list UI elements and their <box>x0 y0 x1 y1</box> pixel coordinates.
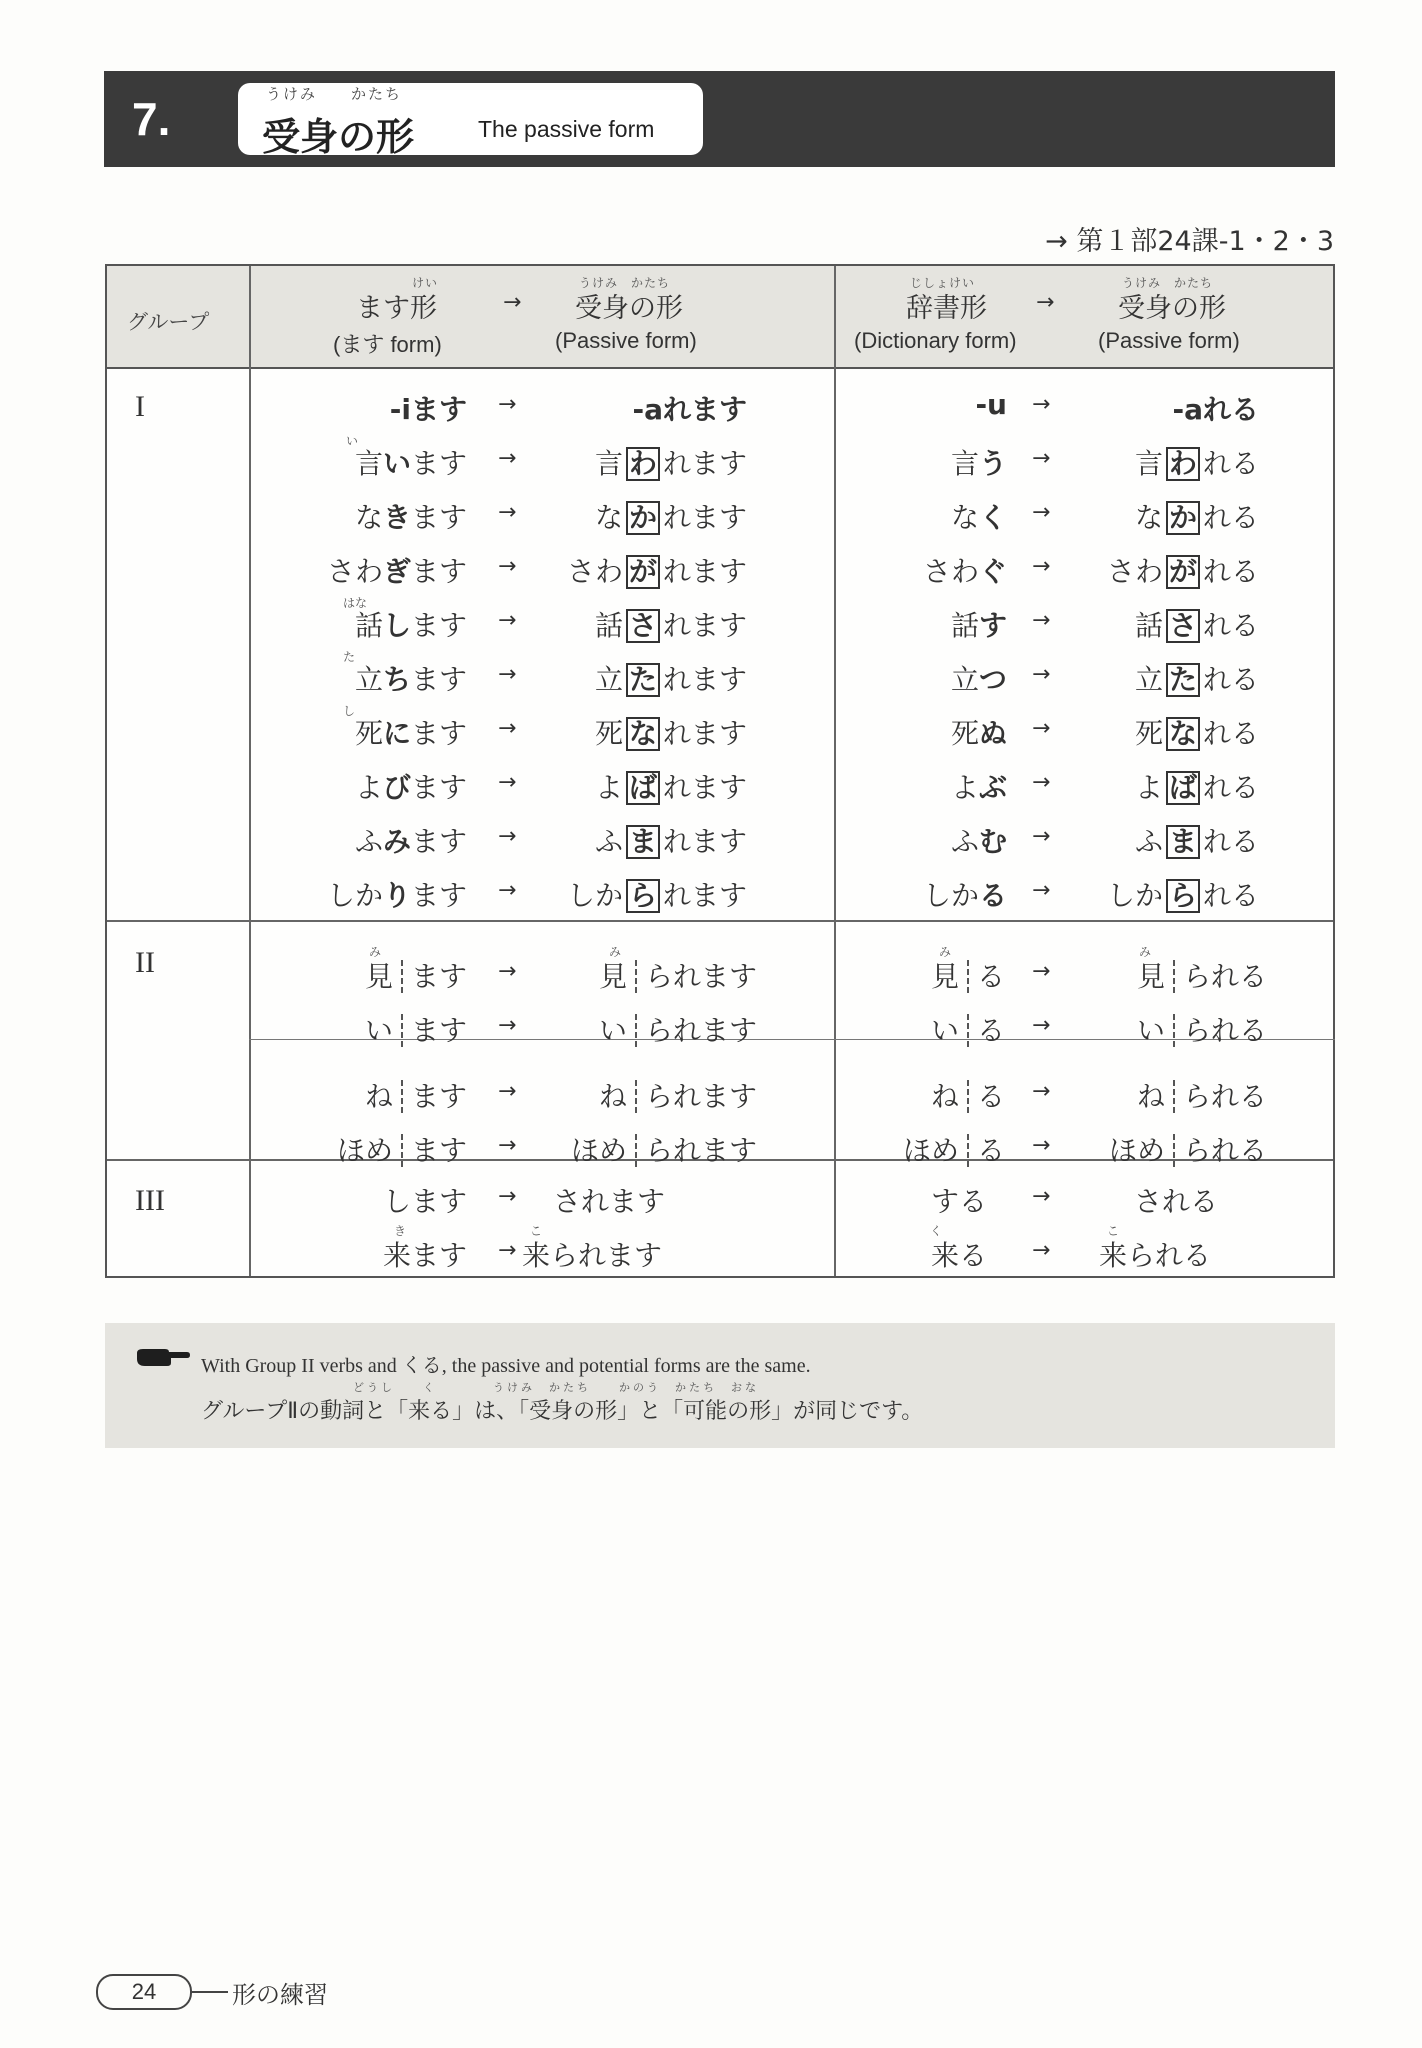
masu-stem: な <box>354 501 383 534</box>
passive-suffix: られます <box>644 1080 757 1113</box>
dict-passive-suffix: られる <box>1182 1014 1267 1047</box>
dict-suffix: る <box>976 1014 1005 1047</box>
dict-passive-suffix: れる <box>1202 447 1259 480</box>
row-arrow: → <box>498 878 517 903</box>
dict-passive-changed-kana: ら <box>1166 879 1200 913</box>
masu-stem: 立 <box>354 663 383 696</box>
verb-stem: い <box>365 1014 403 1047</box>
dict-passive-form <box>1135 766 1259 806</box>
passive-stem: さわ <box>566 555 623 588</box>
conjugation-table <box>105 264 1335 1278</box>
row-arrow: → <box>1032 959 1051 984</box>
col2-subheader: (Passive form) <box>555 328 697 353</box>
masu-suffix: ます <box>410 1014 467 1047</box>
dictionary-form <box>931 955 1005 995</box>
dict-passive-stem: よ <box>1134 771 1163 804</box>
dict-passive-form <box>1137 1075 1267 1115</box>
furigana: み <box>939 945 952 959</box>
passive-stem: 言 <box>594 447 623 480</box>
masu-ending: ち <box>382 663 411 696</box>
dict-ending: ぶ <box>978 771 1007 804</box>
furigana: こ <box>530 1224 543 1238</box>
dict-passive-stem: 話 <box>1134 609 1163 642</box>
passive-form <box>595 712 747 752</box>
passive-form <box>595 658 747 698</box>
masu-form <box>327 550 467 590</box>
row-arrow: → <box>498 770 517 795</box>
dict-ending: く <box>978 501 1007 534</box>
dict-passive-form: -aれる <box>1172 393 1259 426</box>
dict-passive-form <box>1137 955 1267 995</box>
passive-suffix: れます <box>662 663 747 696</box>
dict-passive-suffix: られる <box>1182 1134 1267 1167</box>
passive-form <box>571 1129 757 1169</box>
row-arrow: → <box>1032 1184 1051 1209</box>
dict-ending: む <box>978 825 1007 858</box>
dictionary-form: -u <box>975 388 1007 421</box>
title-english: The passive form <box>478 116 655 142</box>
dictionary-form <box>951 604 1007 644</box>
footer-section: 形の練習 <box>232 1981 328 2009</box>
verb-stem: ほめ <box>1109 1134 1175 1167</box>
furigana: こ <box>1107 1224 1120 1238</box>
masu-form <box>355 496 467 536</box>
dict-passive-stem: 言 <box>1134 447 1163 480</box>
verb-stem: ほめ <box>571 1134 637 1167</box>
dict-passive-form <box>1135 820 1259 860</box>
row-arrow: → <box>1032 662 1051 687</box>
row-arrow: → <box>1032 1079 1051 1104</box>
furigana: い <box>346 434 359 448</box>
row-arrow: → <box>1032 1238 1051 1263</box>
dict-passive-suffix: れる <box>1202 717 1259 750</box>
dict-stem: さわ <box>922 555 979 588</box>
masu-form <box>365 955 467 995</box>
passive-form <box>567 550 747 590</box>
dict-passive-form: 来られる <box>1099 1239 1212 1272</box>
verb-stem: 見 <box>1137 960 1175 993</box>
dict-suffix: る <box>976 1080 1005 1113</box>
verb-stem: ね <box>599 1080 637 1113</box>
passive-suffix: れます <box>662 771 747 804</box>
dict-passive-form <box>1135 712 1259 752</box>
dict-passive-suffix: れる <box>1202 609 1259 642</box>
passive-suffix: られます <box>644 960 757 993</box>
lesson-reference: → 第１部24課-1・2・3 <box>1045 226 1334 257</box>
dict-stem: な <box>950 501 979 534</box>
masu-stem: さわ <box>326 555 383 588</box>
dict-passive-suffix: れる <box>1202 879 1259 912</box>
passive-changed-kana: な <box>626 717 660 751</box>
masu-suffix: ます <box>410 1080 467 1113</box>
dict-passive-changed-kana: わ <box>1166 447 1200 481</box>
dict-suffix: る <box>976 960 1005 993</box>
dict-passive-suffix: れる <box>1202 501 1259 534</box>
dict-passive-form <box>1109 1129 1267 1169</box>
passive-suffix: れます <box>662 447 747 480</box>
furigana: み <box>1139 945 1152 959</box>
row-arrow: → <box>1032 608 1051 633</box>
row-arrow: → <box>1032 554 1051 579</box>
dictionary-form: する <box>930 1185 987 1218</box>
dictionary-form <box>923 874 1007 914</box>
col3-ruby: じしょけい <box>910 276 976 290</box>
title-ruby: うけみ かたち <box>266 85 403 103</box>
dictionary-form <box>951 442 1007 482</box>
row-arrow: → <box>1032 770 1051 795</box>
verb-stem: ほめ <box>337 1134 403 1167</box>
passive-form <box>567 874 747 914</box>
verb-stem: ね <box>931 1080 969 1113</box>
note-english: With Group II verbs and くる, the passive and potential forms are the same. <box>201 1355 811 1377</box>
masu-suffix: ます <box>410 1134 467 1167</box>
footer-rule <box>190 1991 228 1993</box>
masu-ending: ぎ <box>382 555 411 588</box>
masu-form <box>355 658 467 698</box>
row-arrow: → <box>1032 392 1051 417</box>
row-arrow: → <box>498 1079 517 1104</box>
passive-stem: 死 <box>594 717 623 750</box>
dict-ending: ぐ <box>978 555 1007 588</box>
col3-subheader: (Dictionary form) <box>854 328 1017 353</box>
furigana: く <box>930 1224 943 1238</box>
dictionary-form <box>951 712 1007 752</box>
passive-changed-kana: ば <box>626 771 660 805</box>
dict-stem: よ <box>950 771 979 804</box>
passive-form <box>599 955 757 995</box>
masu-suffix: ます <box>410 501 467 534</box>
column-divider <box>249 266 251 1276</box>
dict-ending: す <box>978 609 1007 642</box>
masu-stem: しか <box>326 879 383 912</box>
passive-suffix: れます <box>662 879 747 912</box>
masu-suffix: ます <box>410 555 467 588</box>
masu-suffix: ます <box>410 717 467 750</box>
title-japanese: 受身の形 <box>262 115 415 159</box>
note-box <box>105 1323 1335 1448</box>
row-arrow: → <box>1032 878 1051 903</box>
dict-passive-suffix: れる <box>1202 663 1259 696</box>
row-arrow: → <box>498 608 517 633</box>
passive-stem: な <box>594 501 623 534</box>
passive-stem: 立 <box>594 663 623 696</box>
group-divider <box>107 920 1333 922</box>
col2-header: 受身の形 <box>575 293 683 324</box>
masu-suffix: ます <box>410 447 467 480</box>
masu-form <box>365 1075 467 1115</box>
passive-suffix: られます <box>644 1134 757 1167</box>
dictionary-form <box>923 550 1007 590</box>
masu-form <box>327 874 467 914</box>
dict-passive-form <box>1135 496 1259 536</box>
dict-passive-form <box>1107 874 1259 914</box>
masu-suffix: ます <box>410 771 467 804</box>
passive-changed-kana: か <box>626 501 660 535</box>
dict-suffix: る <box>976 1134 1005 1167</box>
masu-form <box>355 766 467 806</box>
verb-stem: い <box>599 1014 637 1047</box>
verb-stem: い <box>931 1014 969 1047</box>
col4-header: 受身の形 <box>1118 293 1226 324</box>
dict-passive-changed-kana: ば <box>1166 771 1200 805</box>
dict-passive-form: される <box>1134 1185 1219 1218</box>
row-arrow: → <box>498 716 517 741</box>
masu-form: 来ます <box>382 1239 467 1272</box>
verb-stem: 見 <box>931 960 969 993</box>
passive-stem: しか <box>566 879 623 912</box>
masu-stem: 話 <box>354 609 383 642</box>
verb-stem: 見 <box>365 960 403 993</box>
dict-passive-changed-kana: さ <box>1166 609 1200 643</box>
passive-suffix: れます <box>662 555 747 588</box>
header-arrow: → <box>503 290 522 315</box>
verb-stem: ほめ <box>903 1134 969 1167</box>
furigana: み <box>369 945 382 959</box>
row-arrow: → <box>498 1184 517 1209</box>
passive-changed-kana: さ <box>626 609 660 643</box>
dict-stem: しか <box>922 879 979 912</box>
dictionary-form <box>951 496 1007 536</box>
masu-stem: 言 <box>354 447 383 480</box>
group-3-label: III <box>135 1184 165 1217</box>
col4-subheader: (Passive form) <box>1098 328 1240 353</box>
row-arrow: → <box>498 959 517 984</box>
row-arrow: → <box>1032 1013 1051 1038</box>
group-1-label: I <box>135 390 145 423</box>
masu-form <box>337 1129 467 1169</box>
dict-passive-form <box>1135 658 1259 698</box>
row-arrow: → <box>498 446 517 471</box>
dictionary-form <box>951 766 1007 806</box>
passive-suffix: れます <box>662 609 747 642</box>
furigana: はな <box>343 596 368 610</box>
masu-ending: き <box>382 501 411 534</box>
dict-stem: 死 <box>950 717 979 750</box>
dictionary-form <box>931 1075 1005 1115</box>
passive-stem: ふ <box>594 825 623 858</box>
dict-ending: つ <box>978 663 1007 696</box>
masu-suffix: ます <box>410 609 467 642</box>
row-arrow: → <box>1032 716 1051 741</box>
row-arrow: → <box>498 392 517 417</box>
row-arrow: → <box>498 824 517 849</box>
passive-form <box>595 442 747 482</box>
masu-form: -iます <box>389 393 467 426</box>
col1-subheader: (ます form) <box>333 332 442 357</box>
masu-form <box>355 442 467 482</box>
masu-form <box>355 712 467 752</box>
dict-passive-suffix: れる <box>1202 825 1259 858</box>
passive-stem: よ <box>594 771 623 804</box>
dict-passive-stem: 立 <box>1134 663 1163 696</box>
passive-form <box>595 766 747 806</box>
row-arrow: → <box>498 1133 517 1158</box>
dict-stem: 話 <box>950 609 979 642</box>
group-header: グループ <box>127 310 210 334</box>
dictionary-form <box>931 1009 1005 1049</box>
dict-stem: 言 <box>950 447 979 480</box>
verb-stem: い <box>1137 1014 1175 1047</box>
row-arrow: → <box>1032 446 1051 471</box>
page-number: 24 <box>96 1974 192 2010</box>
dict-passive-form <box>1135 442 1259 482</box>
row-arrow: → <box>498 1238 517 1263</box>
passive-changed-kana: わ <box>626 447 660 481</box>
dictionary-form <box>903 1129 1005 1169</box>
passive-form <box>595 496 747 536</box>
dict-passive-suffix: られる <box>1182 1080 1267 1113</box>
dict-passive-changed-kana: か <box>1166 501 1200 535</box>
masu-form <box>355 604 467 644</box>
passive-suffix: れます <box>662 717 747 750</box>
masu-ending: り <box>382 879 411 912</box>
note-japanese: グループⅡの動詞と「来る」は、「受身の形」と「可能の形」が同じです。 <box>201 1399 924 1424</box>
col1-ruby: けい <box>412 276 439 290</box>
col2-ruby: うけみ かたち <box>579 276 671 290</box>
passive-changed-kana: が <box>626 555 660 589</box>
furigana: た <box>343 650 356 664</box>
verb-stem: ね <box>1137 1080 1175 1113</box>
dict-passive-suffix: れる <box>1202 555 1259 588</box>
dict-passive-changed-kana: が <box>1166 555 1200 589</box>
masu-stem: よ <box>354 771 383 804</box>
furigana: し <box>343 704 356 718</box>
passive-suffix: れます <box>662 825 747 858</box>
dictionary-form <box>951 820 1007 860</box>
row-arrow: → <box>498 500 517 525</box>
dict-ending: る <box>978 879 1007 912</box>
header-arrow: → <box>1036 290 1055 315</box>
dict-passive-stem: ふ <box>1134 825 1163 858</box>
masu-ending: び <box>382 771 411 804</box>
verb-stem: ね <box>365 1080 403 1113</box>
dict-passive-stem: な <box>1134 501 1163 534</box>
passive-form <box>595 604 747 644</box>
row-arrow: → <box>1032 500 1051 525</box>
dict-passive-form <box>1137 1009 1267 1049</box>
passive-changed-kana: た <box>626 663 660 697</box>
dict-ending: う <box>978 447 1007 480</box>
column-divider <box>834 266 836 1276</box>
furigana: み <box>609 945 622 959</box>
masu-form: します <box>382 1185 467 1218</box>
row-arrow: → <box>498 554 517 579</box>
passive-suffix: られます <box>644 1014 757 1047</box>
passive-form: されます <box>553 1185 666 1218</box>
dictionary-form: 来る <box>930 1239 987 1272</box>
dict-passive-stem: しか <box>1106 879 1163 912</box>
passive-changed-kana: ま <box>626 825 660 859</box>
passive-form <box>599 1075 757 1115</box>
passive-stem: 話 <box>594 609 623 642</box>
dict-passive-form <box>1107 550 1259 590</box>
masu-form <box>365 1009 467 1049</box>
masu-form <box>355 820 467 860</box>
masu-ending: い <box>382 447 411 480</box>
verb-stem: 見 <box>599 960 637 993</box>
masu-ending: に <box>382 717 411 750</box>
row-arrow: → <box>498 662 517 687</box>
section-number: 7. <box>132 93 171 145</box>
passive-form: 来られます <box>522 1239 663 1272</box>
passive-suffix: れます <box>662 501 747 534</box>
col1-header: ます形 <box>356 293 437 324</box>
dict-passive-changed-kana: た <box>1166 663 1200 697</box>
row-arrow: → <box>498 1013 517 1038</box>
masu-suffix: ます <box>410 825 467 858</box>
furigana: き <box>394 1224 407 1238</box>
passive-changed-kana: ら <box>626 879 660 913</box>
passive-form <box>599 1009 757 1049</box>
dict-passive-stem: さわ <box>1106 555 1163 588</box>
group-2-label: II <box>135 946 155 979</box>
masu-suffix: ます <box>410 663 467 696</box>
masu-suffix: ます <box>410 879 467 912</box>
masu-ending: し <box>382 609 411 642</box>
dict-passive-suffix: られる <box>1182 960 1267 993</box>
dictionary-form <box>951 658 1007 698</box>
masu-suffix: ます <box>410 960 467 993</box>
note-ruby: どうし く うけみ かたち かのう かたち おな <box>353 1381 759 1394</box>
dict-passive-changed-kana: ま <box>1166 825 1200 859</box>
col3-header: 辞書形 <box>906 293 987 324</box>
masu-stem: ふ <box>354 825 383 858</box>
passive-form <box>595 820 747 860</box>
dict-stem: 立 <box>950 663 979 696</box>
dict-ending: ぬ <box>978 717 1007 750</box>
masu-ending: み <box>382 825 411 858</box>
masu-stem: 死 <box>354 717 383 750</box>
dict-passive-form <box>1135 604 1259 644</box>
row-arrow: → <box>1032 1133 1051 1158</box>
passive-form: -aれます <box>632 393 747 426</box>
dict-passive-stem: 死 <box>1134 717 1163 750</box>
dict-stem: ふ <box>950 825 979 858</box>
dict-passive-changed-kana: な <box>1166 717 1200 751</box>
pointing-hand-icon <box>135 1345 191 1367</box>
dict-passive-suffix: れる <box>1202 771 1259 804</box>
row-arrow: → <box>1032 824 1051 849</box>
col4-ruby: うけみ かたち <box>1122 276 1214 290</box>
